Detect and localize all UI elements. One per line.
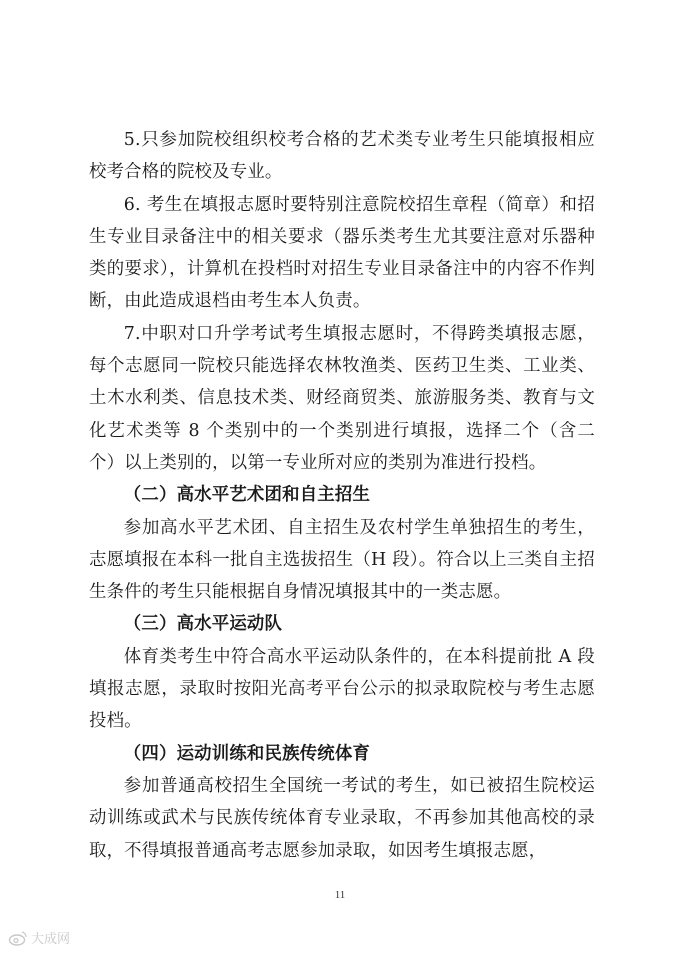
- paragraph-7: 7.中职对口升学考试考生填报志愿时，不得跨类填报志愿，每个志愿同一院校只能选择农林牧渔类、医药卫生类、工业类、土木水利类、信息技术类、财经商贸类、旅游服务类、教育与文化艺术类等 8 个类别中的一个类别进行填报，选择二个（含二个）以上类别的，以第一专业所对应的类别为准进行投档。: [89, 323, 595, 473]
- document-body: [89, 124, 595, 867]
- watermark-text: 大成网: [31, 932, 71, 947]
- paragraph-sports-training: 参加普通高校招生全国统一考试的考生，如已被招生院校运动训练或武术与民族传统体育专业录取，不再参加其他高校的录取，不得填报普通高考志愿参加录取，如因考生填报志愿，: [89, 775, 595, 861]
- paragraph-5: 5.只参加院校组织校考合格的艺术类专业考生只能填报相应校考合格的院校及专业。: [89, 130, 595, 183]
- weibo-logo-icon: [8, 930, 28, 946]
- paragraph-6: 6. 考生在填报志愿时要特别注意院校招生章程（简章）和招生专业目录备注中的相关要求（器乐类考生尤其要注意对乐器种类的要求），计算机在投档时对招生专业目录备注中的内容不作判断，由此造成退档由考生本人负责。: [89, 194, 595, 312]
- paragraph-sports-team: 体育类考生中符合高水平运动队条件的，在本科提前批 A 段填报志愿，录取时按阳光高考平台公示的拟录取院校与考生志愿投档。: [89, 646, 595, 732]
- paragraph-art-troupe: 参加高水平艺术团、自主招生及农村学生单独招生的考生，志愿填报在本科一批自主选拔招生（H 段）。符合以上三类自主招生条件的考生只能根据自身情况填报其中的一类志愿。: [89, 517, 595, 603]
- watermark: [8, 928, 70, 947]
- section-heading-sports-training: （四）运动训练和民族传统体育: [123, 743, 371, 764]
- section-heading-sports-team: （三）高水平运动队: [123, 614, 283, 635]
- section-heading-art-troupe: （二）高水平艺术团和自主招生: [123, 485, 371, 506]
- page-number: 11: [334, 889, 346, 901]
